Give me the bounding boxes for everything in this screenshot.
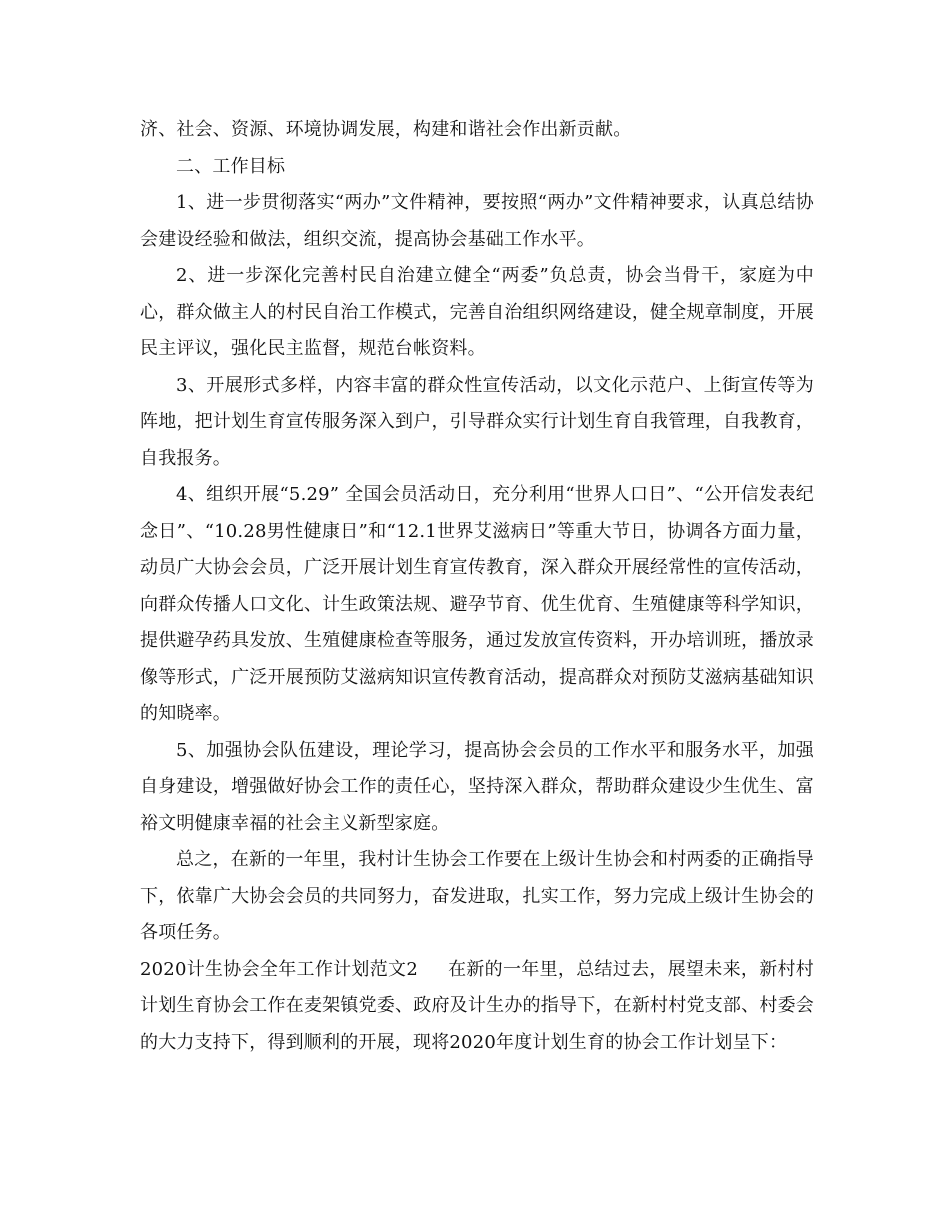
section-heading-goals: 二、工作目标	[176, 155, 286, 177]
document-page	[140, 112, 814, 1061]
goal-item-2: 2、进一步深化完善村民自治建立健全“两委”负总责，协会当骨干，家庭为中心，群众做主人的村民自治工作模式，完善自治组织网络建设，健全规章制度，开展民主评议，强化民主监督，规范台帐资料。	[140, 265, 814, 359]
summary-paragraph: 总之，在新的一年里，我村计生协会工作要在上级计生协会和村两委的正确指导下，依靠广大协会会员的共同努力，奋发进取，扎实工作，努力完成上级计生协会的各项任务。	[140, 849, 814, 943]
section-2-title: 2020计生协会全年工作计划范文2	[140, 958, 418, 980]
goal-item-5: 5、加强协会队伍建设，理论学习，提高协会会员的工作水平和服务水平，加强自身建设，增强做好协会工作的责任心，坚持深入群众，帮助群众建设少生优生、富裕文明健康幸福的社会主义新型家庭。	[140, 739, 814, 834]
goal-item-1: 1、进一步贯彻落实“两办”文件精神，要按照“两办”文件精神要求，认真总结协会建设经验和做法，组织交流，提高协会基础工作水平。	[140, 192, 814, 250]
section-2-body: 在新的一年里，总结过去，展望未来，新村村计划生育协会工作在麦架镇党委、政府及计生办的指导下，在新村村党支部、村委会的大力支持下，得到顺利的开展，现将2020年度计划生育的协会工作计划呈下：	[140, 958, 814, 1053]
goal-item-4: 4、组织开展“5.29” 全国会员活动日，充分利用“世界人口日”、“公开信发表纪念日”、“10.28男性健康日”和“12.1世界艾滋病日”等重大节日，协调各方面力量，动员广大协会会员，广泛开展计划生育宣传教育，深入群众开展经常性的宣传活动，向群众传播人口文化、计生政策法规、避孕节育、优生优育、生殖健康等科学知识，提供避孕药具发放、生殖健康检查等服务，通过发放宣传资料，开办培训班，播放录像等形式，广泛开展预防艾滋病知识宣传教育活动，提高群众对预防艾滋病基础知识的知晓率。	[140, 484, 814, 724]
goal-item-3: 3、开展形式多样，内容丰富的群众性宣传活动，以文化示范户、上街宣传等为阵地，把计划生育宣传服务深入到户，引导群众实行计划生育自我管理，自我教育，自我报务。	[140, 374, 814, 469]
section-2-block	[140, 952, 814, 1062]
paragraph-continuation: 济、社会、资源、环境协调发展，构建和谐社会作出新贡献。	[140, 119, 632, 140]
